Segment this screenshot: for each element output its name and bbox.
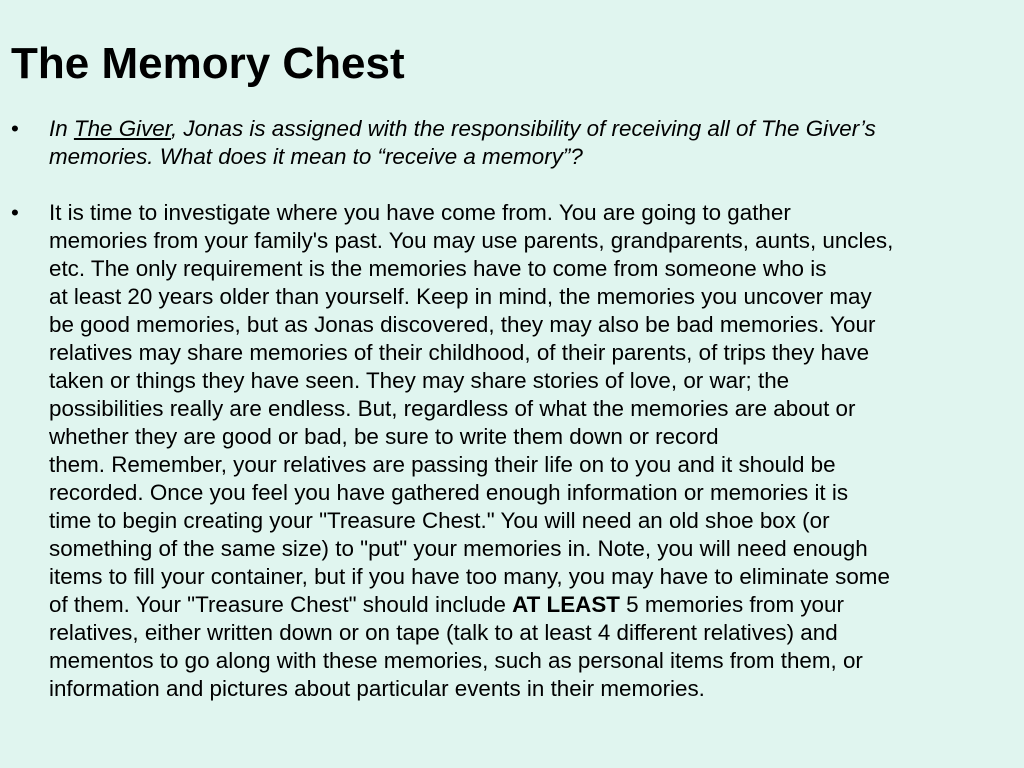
instructions-text: 5 memories from your bbox=[619, 592, 844, 617]
bullet-instructions bbox=[0, 199, 1024, 703]
instructions-line: taken or things they have seen. They may share stories of love, or war; the bbox=[49, 368, 790, 393]
instructions-line: etc. The only requirement is the memories have to come from someone who is bbox=[49, 256, 827, 281]
bullet-question-line-1 bbox=[49, 115, 1018, 143]
bullet-question-prefix: In bbox=[49, 116, 74, 141]
bullet-question-line-2: memories. What does it mean to “receive a memory”? bbox=[49, 144, 583, 169]
instructions-line: be good memories, but as Jonas discovered, they may also be bad memories. Your bbox=[49, 312, 876, 337]
slide-title: The Memory Chest bbox=[11, 39, 405, 88]
instructions-line: something of the same size) to "put" your memories in. Note, you will need enough bbox=[49, 536, 868, 561]
instructions-text: of them. Your "Treasure Chest" should include bbox=[49, 592, 513, 617]
instructions-line: whether they are good or bad, be sure to write them down or record bbox=[49, 424, 719, 449]
at-least-emphasis: AT LEAST bbox=[512, 592, 620, 617]
instructions-line: relatives, either written down or on tape (talk to at least 4 different relatives) and bbox=[49, 620, 838, 645]
instructions-line: relatives may share memories of their childhood, of their parents, of trips they have bbox=[49, 340, 870, 365]
instructions-line-with-emphasis bbox=[49, 591, 1018, 619]
instructions-line: at least 20 years older than yourself. Keep in mind, the memories you uncover may bbox=[49, 284, 872, 309]
bullet-dot-icon: • bbox=[11, 200, 19, 225]
bullet-dot-icon: • bbox=[11, 116, 19, 141]
instructions-line: time to begin creating your "Treasure Chest." You will need an old shoe box (or bbox=[49, 508, 830, 533]
instructions-line: them. Remember, your relatives are passing their life on to you and it should be bbox=[49, 452, 836, 477]
instructions-line: items to fill your container, but if you have too many, you may have to eliminate some bbox=[49, 564, 890, 589]
bullet-question bbox=[0, 115, 1024, 171]
instructions-line: memories from your family's past. You may use parents, grandparents, aunts, uncles, bbox=[49, 228, 894, 253]
instructions-line: possibilities really are endless. But, regardless of what the memories are about or bbox=[49, 396, 856, 421]
instructions-line: information and pictures about particular events in their memories. bbox=[49, 676, 705, 701]
bullet-question-line-1-rest: , Jonas is assigned with the responsibility of receiving all of The Giver’s bbox=[170, 116, 876, 141]
instructions-line: mementos to go along with these memories, such as personal items from them, or bbox=[49, 648, 863, 673]
book-title: The Giver bbox=[73, 116, 171, 141]
instructions-line: It is time to investigate where you have come from. You are going to gather bbox=[49, 200, 791, 225]
bullet-list bbox=[0, 115, 1024, 703]
instructions-line: recorded. Once you feel you have gathered enough information or memories it is bbox=[49, 480, 849, 505]
